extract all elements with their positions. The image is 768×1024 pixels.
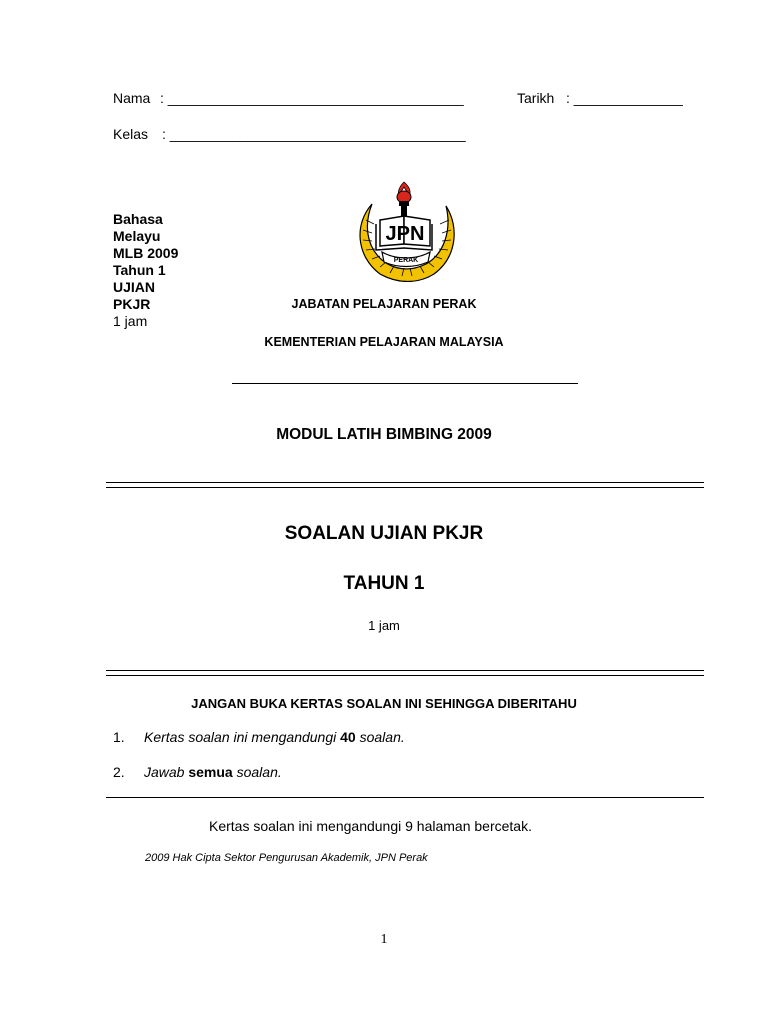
page-count-note: Kertas soalan ini mengandungi 9 halaman bercetak. [209,818,532,834]
department-name: JABATAN PELAJARAN PERAK [291,297,477,311]
subject-line: UJIAN [113,279,156,295]
nama-field[interactable]: : ______________________________________ [160,90,464,106]
exam-duration: 1 jam [368,618,400,633]
subject-block [113,211,178,330]
module-title: MODUL LATIH BIMBING 2009 [276,426,492,443]
instruction-item [113,729,405,745]
double-rule-top [106,670,704,671]
subject-line: Melayu [113,228,161,244]
instruction-text: Kertas soalan ini mengandungi [144,729,341,745]
nama-label: Nama [113,90,151,106]
instruction-number: 2. [113,764,125,780]
page-number: 1 [380,932,388,947]
instruction-number: 1. [113,729,125,745]
tarikh-label: Tarikh [517,90,555,106]
crest-text: JPN [385,223,425,245]
double-rule-top [106,482,704,483]
double-rule-bottom [106,487,704,488]
subject-line: Tahun 1 [113,262,166,278]
divider [232,383,578,384]
exam-title: SOALAN UJIAN PKJR [284,523,484,544]
instruction-item [113,764,282,780]
subject-line: Bahasa [113,211,163,227]
instruction-text: soalan. [232,764,282,780]
instruction-text: soalan. [355,729,405,745]
copyright-note: 2009 Hak Cipta Sektor Pengurusan Akademik, JPN Perak [145,852,428,864]
subject-duration: 1 jam [113,313,148,329]
subject-line: MLB 2009 [113,245,179,261]
ministry-name: KEMENTERIAN PELAJARAN MALAYSIA [264,335,504,349]
double-rule-bottom [106,675,704,676]
kelas-field[interactable]: : ______________________________________ [162,126,466,142]
year-title: TAHUN 1 [343,573,425,594]
instruction-emphasis: semua [188,764,233,780]
subject-line: PKJR [113,296,151,312]
crest-ribbon-text: PERAK [393,257,419,264]
instruction-text: Jawab [144,764,189,780]
tarikh-field[interactable]: : ______________ [566,90,683,106]
instruction-emphasis: 40 [340,729,356,745]
jpn-perak-crest-icon [352,180,462,282]
divider [106,797,704,798]
kelas-label: Kelas [113,126,149,142]
warning-text: JANGAN BUKA KERTAS SOALAN INI SEHINGGA DIBERITAHU [191,696,577,711]
